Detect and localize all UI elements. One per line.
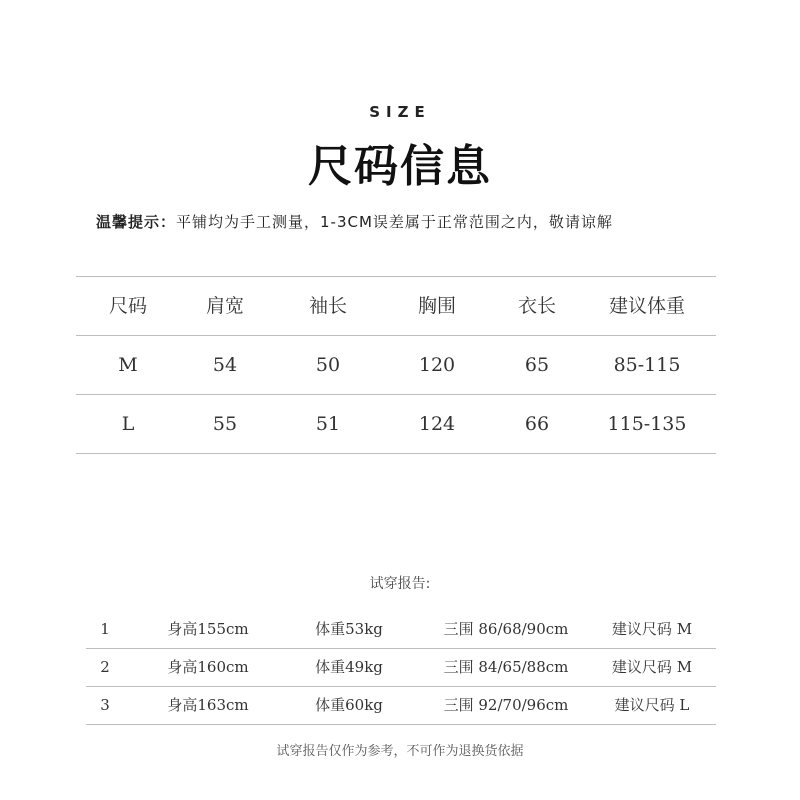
cell-chest: 120 bbox=[418, 354, 456, 376]
fit-height: 身高155cm bbox=[167, 620, 249, 638]
cell-sleeve: 50 bbox=[315, 354, 341, 376]
table-row bbox=[76, 394, 716, 454]
cell-weight: 85-115 bbox=[613, 354, 681, 376]
fit-report-table bbox=[86, 611, 716, 725]
fit-weight: 体重49kg bbox=[315, 658, 383, 676]
fit-weight: 体重53kg bbox=[315, 620, 383, 638]
measurement-tip bbox=[96, 211, 613, 232]
fit-height: 身高160cm bbox=[167, 658, 249, 676]
table-row bbox=[76, 335, 716, 394]
cell-sleeve: 51 bbox=[315, 413, 341, 435]
list-item bbox=[86, 611, 716, 649]
fit-report-title: 试穿报告: bbox=[369, 576, 431, 592]
tip-text: 平铺均为手工测量，1-3CM误差属于正常范围之内，敬请谅解 bbox=[176, 213, 613, 231]
cell-shoulder: 55 bbox=[212, 413, 238, 435]
column-header-sleeve: 袖长 bbox=[308, 295, 348, 317]
column-header-length: 衣长 bbox=[517, 295, 557, 317]
cell-length: 65 bbox=[524, 354, 550, 376]
list-item bbox=[86, 649, 716, 687]
cell-chest: 124 bbox=[418, 413, 456, 435]
column-header-size: 尺码 bbox=[108, 295, 148, 317]
size-table bbox=[76, 276, 716, 454]
column-header-shoulder: 肩宽 bbox=[205, 295, 245, 317]
column-header-weight: 建议体重 bbox=[608, 295, 686, 317]
tip-label: 温馨提示： bbox=[96, 213, 177, 231]
fit-measurements: 三围 84/65/88cm bbox=[443, 658, 569, 676]
fit-recommended-size: 建议尺码 M bbox=[611, 620, 693, 638]
fit-recommended-size: 建议尺码 L bbox=[614, 696, 690, 714]
page-title: 尺码信息 bbox=[308, 141, 492, 192]
list-item bbox=[86, 687, 716, 725]
column-header-chest: 胸围 bbox=[417, 295, 457, 317]
fit-weight: 体重60kg bbox=[315, 696, 383, 714]
fit-report-disclaimer: 试穿报告仅作为参考，不可作为退换货依据 bbox=[276, 744, 524, 759]
fit-recommended-size: 建议尺码 M bbox=[611, 658, 693, 676]
cell-size: M bbox=[118, 354, 138, 376]
cell-length: 66 bbox=[524, 413, 550, 435]
fit-index: 3 bbox=[100, 696, 110, 714]
fit-index: 2 bbox=[100, 658, 110, 676]
fit-measurements: 三围 92/70/96cm bbox=[443, 696, 569, 714]
cell-shoulder: 54 bbox=[212, 354, 238, 376]
fit-measurements: 三围 86/68/90cm bbox=[443, 620, 569, 638]
fit-height: 身高163cm bbox=[167, 696, 249, 714]
fit-index: 1 bbox=[100, 620, 110, 638]
cell-weight: 115-135 bbox=[607, 413, 687, 435]
cell-size: L bbox=[121, 413, 135, 435]
size-eyebrow: SIZE bbox=[369, 103, 431, 121]
size-table-header bbox=[76, 276, 716, 335]
